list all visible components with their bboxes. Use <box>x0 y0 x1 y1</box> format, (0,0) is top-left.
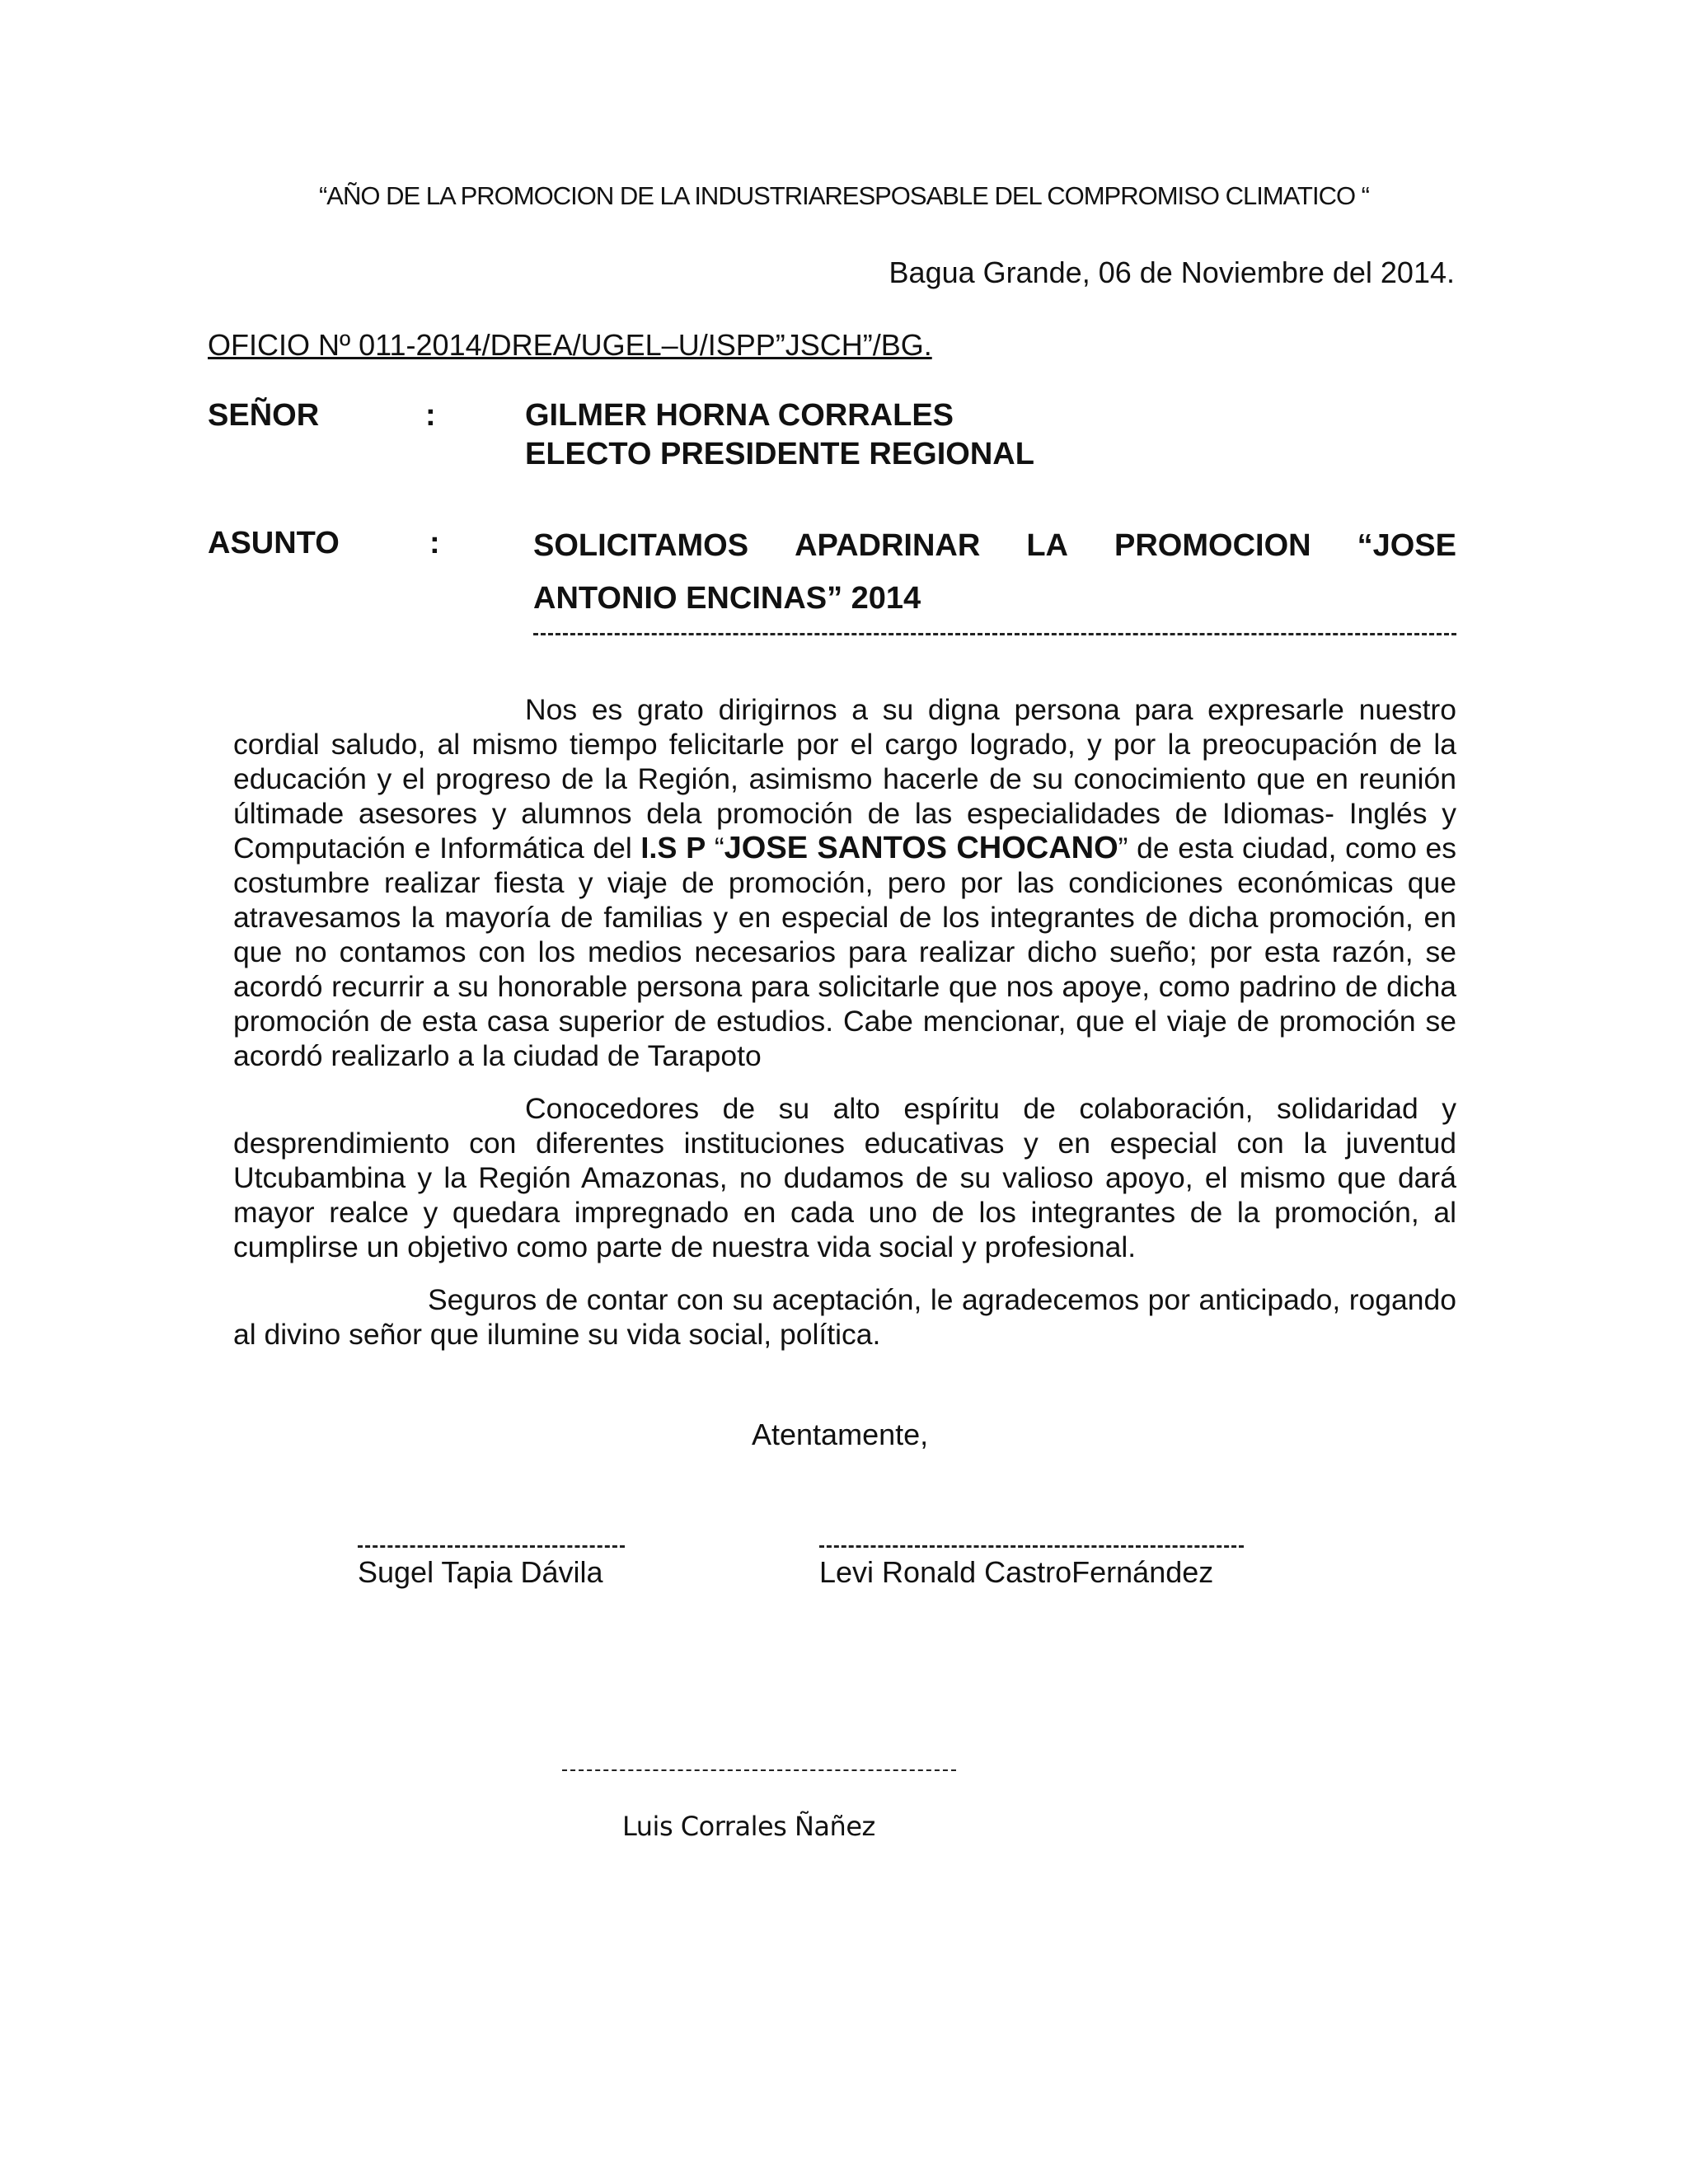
addressee-title: ELECTO PRESIDENTE REGIONAL <box>525 437 1034 471</box>
quote-open: “ <box>706 832 724 865</box>
addressee-colon: : <box>425 398 436 433</box>
signature-line <box>358 1545 625 1548</box>
subject-colon: : <box>429 526 440 560</box>
subject-word: “JOSE <box>1357 528 1456 563</box>
signatory-name: Levi Ronald CastroFernández <box>819 1555 1214 1589</box>
signatory-name: Luis Corrales Ñañez <box>622 1811 875 1842</box>
institute-name: JOSE SANTOS CHOCANO <box>724 831 1118 865</box>
signature-line <box>819 1545 1244 1548</box>
signatory-name: Sugel Tapia Dávila <box>358 1555 603 1589</box>
subject-label: ASUNTO <box>208 526 340 560</box>
addressee-label: SEÑOR <box>208 398 320 433</box>
subject-word: LA <box>1026 528 1068 563</box>
addressee-name: GILMER HORNA CORRALES <box>525 398 954 433</box>
subject-word: PROMOCION <box>1114 528 1311 563</box>
subject-word: APADRINAR <box>795 528 981 563</box>
subject-line-2: ANTONIO ENCINAS” 2014 <box>533 581 921 616</box>
paragraph-text: Nos es grato dirigirnos a su digna persona para expresarle nuestro cordial saludo, al mismo tiempo felicitarle por el cargo logrado, y por la preocupación de la educación y el progreso de la Región, asimismo hacerle de su conocimiento que en reunión últimade asesores y alumnos dela promoción de las especialidades de Idiomas- Inglés y Computación e Informática del <box>233 693 1456 865</box>
institute-abbreviation: I.S P <box>640 831 706 865</box>
subject-line-1 <box>533 528 1456 564</box>
reference-number: OFICIO Nº 011-2014/DREA/UGEL–U/ISPP”JSCH”/BG. <box>208 328 932 362</box>
closing: Atentamente, <box>752 1418 929 1451</box>
place-date: Bagua Grande, 06 de Noviembre del 2014. <box>889 255 1455 289</box>
body-paragraph-1 <box>233 692 1456 1073</box>
body-paragraph-3: Seguros de contar con su aceptación, le agradecemos por anticipado, rogando al divino señor que ilumine su vida social, política. <box>233 1283 1456 1351</box>
body-paragraph-2: Conocedores de su alto espíritu de colaboración, solidaridad y desprendimiento con diferentes instituciones educativas y en especial con la juventud Utcubambina y la Región Amazonas, no dudamos de su valioso apoyo, el mismo que dará mayor realce y quedara impregnado en cada uno de los integrantes de la promoción, al cumplirse un objetivo como parte de nuestra vida social y profesional. <box>233 1092 1456 1263</box>
subject-word: SOLICITAMOS <box>533 528 749 563</box>
year-motto: “AÑO DE LA PROMOCION DE LA INDUSTRIARESPOSABLE DEL COMPROMISO CLIMATICO “ <box>318 181 1370 210</box>
subject-divider <box>533 633 1456 635</box>
paragraph-text: ” de esta ciudad, como es costumbre realizar fiesta y viaje de promoción, pero por las condiciones económicas que atravesamos la mayoría de familias y en especial de los integrantes de dicha promoción, en que no contamos con los medios necesarios para realizar dicho sueño; por esta razón, se acordó recurrir a su honorable persona para solicitarle que nos apoye, como padrino de dicha promoción de esta casa superior de estudios. Cabe mencionar, que el viaje de promoción se acordó realizarlo a la ciudad de Tarapoto <box>233 832 1456 1072</box>
signature-line <box>562 1769 956 1771</box>
